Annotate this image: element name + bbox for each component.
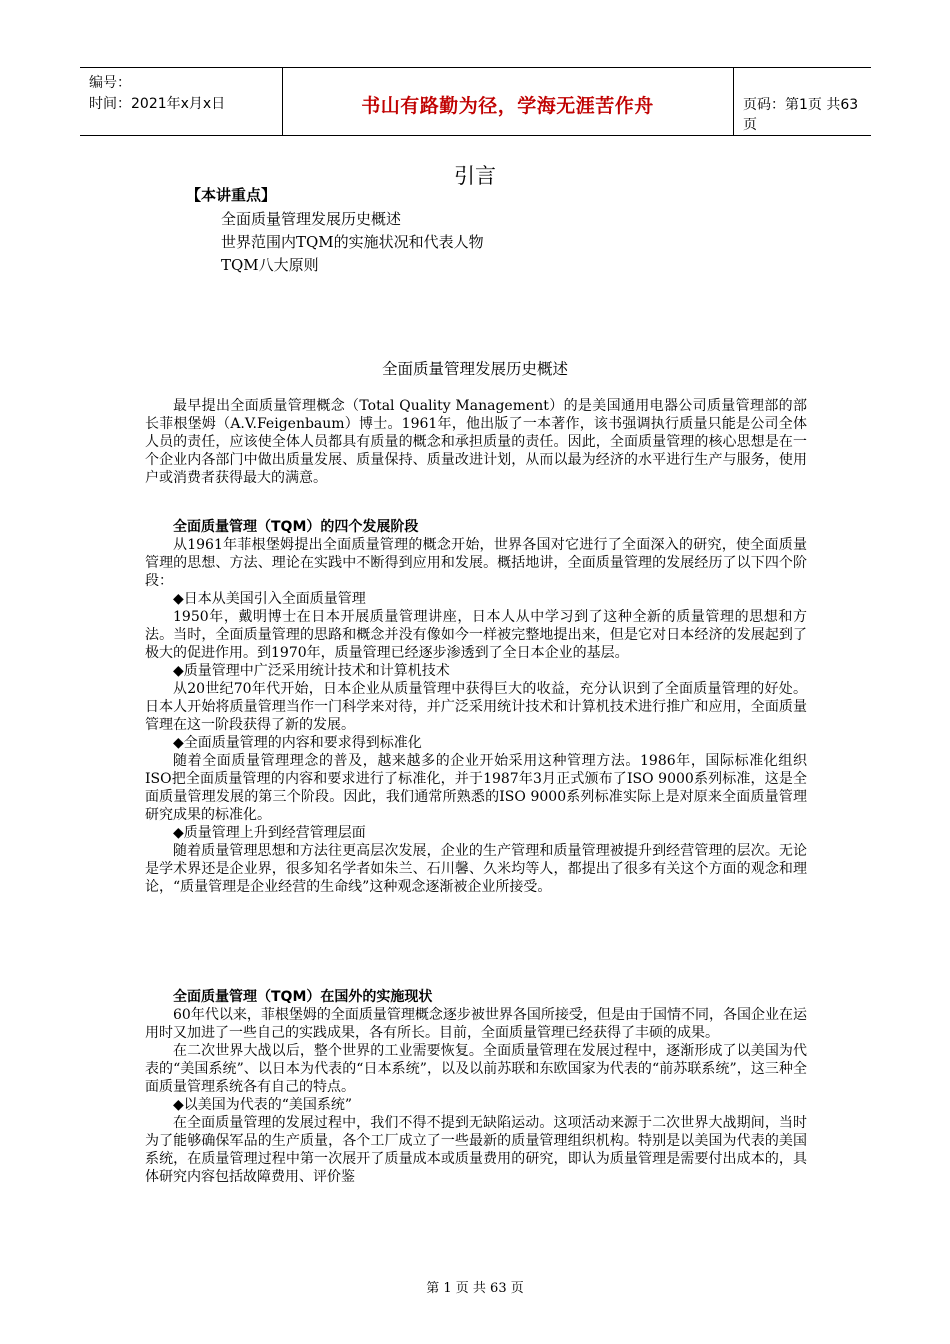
paragraph: 在全面质量管理的发展过程中，我们不得不提到无缺陷运动。这项活动来源于二次世界大战期间，当时为了能够确保军品的生产质量，各个工厂成立了一些最新的质量管理组织机构。特别是以美国为代表的美国系统，在质量管理过程中第一次展开了质量成本或质量费用的研究，即认为质量管理是需要付出成本的，具体研究内容包括故障费用、评价鉴 [145, 1115, 807, 1185]
subheading: 全面质量管理（TQM）在国外的实施现状 [173, 989, 433, 1005]
header-meta-cell [80, 68, 283, 135]
header-motto: 书山有路勤为径，学海无涯苦作舟 [361, 95, 654, 117]
document-date-label: 时间：2021年x月x日 [89, 96, 226, 112]
bullet-heading: ◆质量管理中广泛采用统计技术和计算机技术 [173, 663, 450, 679]
paragraph: 60年代以来，菲根堡姆的全面质量管理概念逐步被世界各国所接受，但是由于国情不同，各国企业在运用时又加进了一些自己的实践成果，各有所长。目前，全面质量管理已经获得了丰硕的成果。 [145, 1007, 807, 1041]
paragraph: 从20世纪70年代开始，日本企业从质量管理中获得巨大的收益，充分认识到了全面质量管理的好处。日本人开始将质量管理当作一门科学来对待，并广泛采用统计技术和计算机技术进行推广和应用，全面质量管理在这一阶段获得了新的发展。 [145, 681, 807, 733]
header-page-info: 页码：第1页 共63页 [743, 97, 859, 133]
bullet-heading: ◆日本从美国引入全面质量管理 [173, 591, 366, 607]
focus-item: 全面质量管理发展历史概述 [221, 210, 402, 228]
paragraph: 在二次世界大战以后，整个世界的工业需要恢复。全面质量管理在发展过程中，逐渐形成了以美国为代表的“美国系统”、以日本为代表的“日本系统”，以及以前苏联和东欧国家为代表的“前苏联系统”，这三种全面质量管理系统各有自己的特点。 [145, 1043, 807, 1095]
document-title: 引言 [454, 164, 496, 188]
paragraph: 随着质量管理思想和方法往更高层次发展，企业的生产管理和质量管理被提升到经营管理的层次。无论是学术界还是企业界，很多知名学者如朱兰、石川馨、久米均等人，都提出了很多有关这个方面的观念和理论，“质量管理是企业经营的生命线”这种观念逐渐被企业所接受。 [145, 843, 807, 895]
body-block-abroad [145, 988, 807, 1186]
header-page-cell [733, 68, 871, 135]
focus-heading: 【本讲重点】 [186, 186, 277, 204]
paragraph: 从1961年菲根堡姆提出全面质量管理的概念开始，世界各国对它进行了全面深入的研究，使全面质量管理的思想、方法、理论在实践中不断得到应用和发展。概括地讲，全面质量管理的发展经历了以下四个阶段： [145, 537, 807, 589]
document-number-label: 编号： [89, 75, 131, 91]
body-block-intro [145, 397, 807, 487]
page-footer: 第 1 页 共 63 页 [426, 1281, 524, 1296]
bullet-heading: ◆全面质量管理的内容和要求得到标准化 [173, 735, 422, 751]
bullet-heading: ◆质量管理上升到经营管理层面 [173, 825, 366, 841]
section-title: 全面质量管理发展历史概述 [381, 360, 568, 378]
paragraph: 随着全面质量管理理念的普及，越来越多的企业开始采用这种管理方法。1986年，国际标准化组织ISO把全面质量管理的内容和要求进行了标准化，并于1987年3月正式颁布了ISO 9000系列标准，这是全面质量管理发展的第三个阶段。因此，我们通常所熟悉的ISO 9000系列标准实际上是对原来全面质量管理研究成果的标准化。 [145, 753, 807, 823]
paragraph: 最早提出全面质量管理概念（Total Quality Management）的是美国通用电器公司质量管理部的部长菲根堡姆（A.V.Feigenbaum）博士。1961年，他出版了一本著作，该书强调执行质量只能是公司全体人员的责任，应该使全体人员都具有质量的概念和承担质量的责任。因此，全面质量管理的核心思想是在一个企业内各部门中做出质量发展、质量保持、质量改进计划，从而以最为经济的水平进行生产与服务，使用户或消费者获得最大的满意。 [145, 398, 807, 486]
focus-item: TQM八大原则 [221, 256, 319, 274]
body-block-stages [145, 518, 807, 896]
bullet-heading: ◆以美国为代表的“美国系统” [173, 1097, 353, 1113]
paragraph: 1950年，戴明博士在日本开展质量管理讲座，日本人从中学习到了这种全新的质量管理的思想和方法。当时，全面质量管理的思路和概念并没有像如今一样被完整地提出来，但是它对日本经济的发展起到了极大的促进作用。到1970年，质量管理已经逐步渗透到了全日本企业的基层。 [145, 609, 807, 661]
header-motto-cell [282, 68, 734, 135]
subheading: 全面质量管理（TQM）的四个发展阶段 [173, 519, 419, 535]
focus-item: 世界范围内TQM的实施状况和代表人物 [221, 233, 484, 251]
header-table [80, 67, 871, 136]
